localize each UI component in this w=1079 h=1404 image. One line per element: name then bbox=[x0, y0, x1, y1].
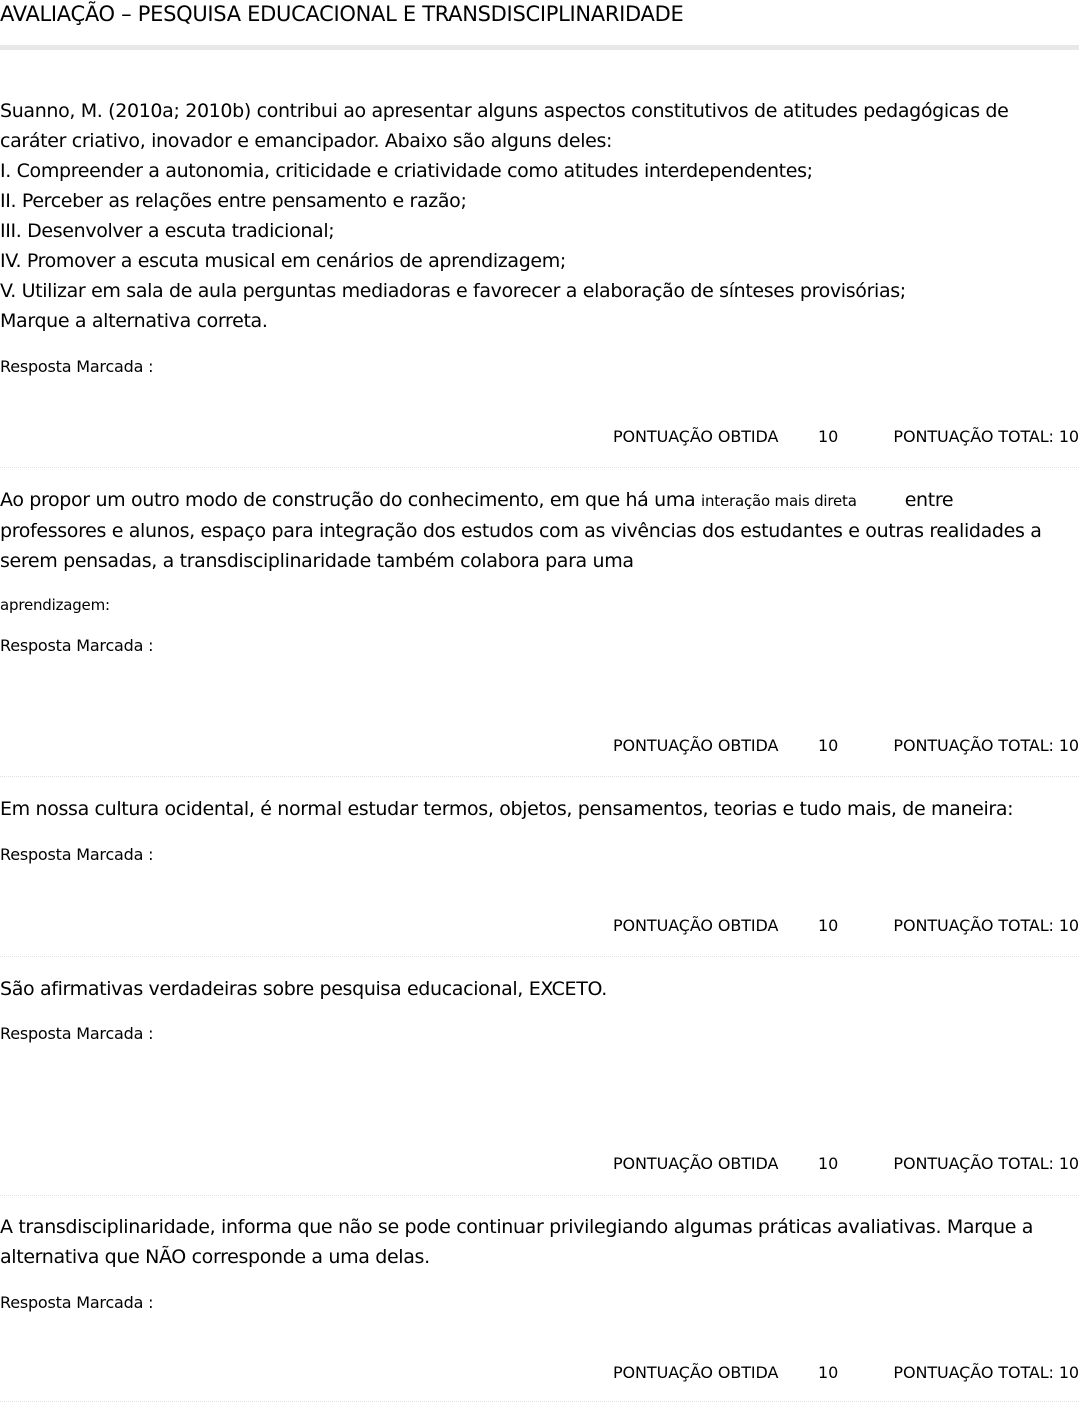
score-row bbox=[0, 427, 1079, 451]
question-text-line: I. Compreender a autonomia, criticidade e criatividade como atitudes interdependentes; bbox=[0, 160, 813, 182]
question-extra-text: aprendizagem: bbox=[0, 596, 110, 614]
divider bbox=[0, 467, 1079, 468]
question-text-line: caráter criativo, inovador e emancipador. Abaixo são alguns deles: bbox=[0, 130, 613, 152]
score-total: PONTUAÇÃO TOTAL: 10 bbox=[893, 427, 1079, 446]
score-total: PONTUAÇÃO TOTAL: 10 bbox=[893, 736, 1079, 755]
score-total: PONTUAÇÃO TOTAL: 10 bbox=[893, 1363, 1079, 1382]
answer-label bbox=[0, 845, 153, 864]
score-row bbox=[0, 916, 1079, 940]
question-4-text bbox=[0, 974, 1079, 1004]
question-text-line: V. Utilizar em sala de aula perguntas mediadoras e favorecer a elaboração de sínteses provisórias; bbox=[0, 280, 906, 302]
answer-label-text: Resposta Marcada : bbox=[0, 357, 154, 376]
page-title: AVALIAÇÃO – PESQUISA EDUCACIONAL E TRANSDISCIPLINARIDADE bbox=[0, 2, 684, 26]
score-total: PONTUAÇÃO TOTAL: 10 bbox=[893, 916, 1079, 935]
score-label: PONTUAÇÃO OBTIDA bbox=[613, 427, 779, 446]
score-value: 10 bbox=[818, 1363, 839, 1382]
question-text-line: III. Desenvolver a escuta tradicional; bbox=[0, 220, 335, 242]
divider bbox=[0, 1401, 1079, 1402]
score-row bbox=[0, 1363, 1079, 1387]
question-1-text bbox=[0, 96, 1079, 336]
question-text-line: IV. Promover a escuta musical em cenários de aprendizagem; bbox=[0, 250, 566, 272]
question-text-line: Suanno, M. (2010a; 2010b) contribui ao apresentar alguns aspectos constitutivos de atitudes pedagógicas de bbox=[0, 100, 1009, 122]
score-total: PONTUAÇÃO TOTAL: 10 bbox=[893, 1154, 1079, 1173]
divider bbox=[0, 776, 1079, 777]
question-5-text bbox=[0, 1212, 1079, 1272]
question-text-small: interação mais direta bbox=[701, 492, 857, 510]
score-value: 10 bbox=[818, 1154, 839, 1173]
answer-label-text: Resposta Marcada : bbox=[0, 845, 154, 864]
divider bbox=[0, 1195, 1079, 1196]
question-text-line: Em nossa cultura ocidental, é normal estudar termos, objetos, pensamentos, teorias e tudo mais, de maneira: bbox=[0, 798, 1014, 820]
question-text-line: serem pensadas, a transdisciplinaridade também colabora para uma bbox=[0, 550, 634, 572]
score-row bbox=[0, 736, 1079, 760]
score-value: 10 bbox=[818, 736, 839, 755]
question-text-segment: entre bbox=[904, 489, 954, 511]
score-value: 10 bbox=[818, 427, 839, 446]
question-2-text bbox=[0, 485, 1079, 576]
answer-label-text: Resposta Marcada : bbox=[0, 1024, 154, 1043]
question-text-segment: Ao propor um outro modo de construção do conhecimento, em que há uma bbox=[0, 489, 696, 511]
answer-label-text: Resposta Marcada : bbox=[0, 636, 154, 655]
question-text-line bbox=[0, 485, 1079, 516]
answer-label bbox=[0, 1293, 153, 1312]
question-3-text bbox=[0, 794, 1079, 824]
score-label: PONTUAÇÃO OBTIDA bbox=[613, 1363, 779, 1382]
score-value: 10 bbox=[818, 916, 839, 935]
question-text-line: Marque a alternativa correta. bbox=[0, 310, 268, 332]
question-text-line: professores e alunos, espaço para integração dos estudos com as vivências dos estudantes e outras realidades a bbox=[0, 520, 1042, 542]
answer-label bbox=[0, 357, 153, 376]
divider bbox=[0, 956, 1079, 957]
answer-label bbox=[0, 1024, 153, 1043]
answer-label bbox=[0, 636, 153, 655]
question-text-line: II. Perceber as relações entre pensamento e razão; bbox=[0, 190, 467, 212]
question-text-line: São afirmativas verdadeiras sobre pesquisa educacional, EXCETO. bbox=[0, 978, 607, 1000]
question-text-line: alternativa que NÃO corresponde a uma delas. bbox=[0, 1246, 430, 1268]
score-label: PONTUAÇÃO OBTIDA bbox=[613, 736, 779, 755]
score-row bbox=[0, 1154, 1079, 1178]
score-label: PONTUAÇÃO OBTIDA bbox=[613, 916, 779, 935]
question-text-line: A transdisciplinaridade, informa que não se pode continuar privilegiando algumas práticas avaliativas. Marque a bbox=[0, 1216, 1034, 1238]
page-header bbox=[0, 0, 1079, 50]
answer-label-text: Resposta Marcada : bbox=[0, 1293, 154, 1312]
score-label: PONTUAÇÃO OBTIDA bbox=[613, 1154, 779, 1173]
